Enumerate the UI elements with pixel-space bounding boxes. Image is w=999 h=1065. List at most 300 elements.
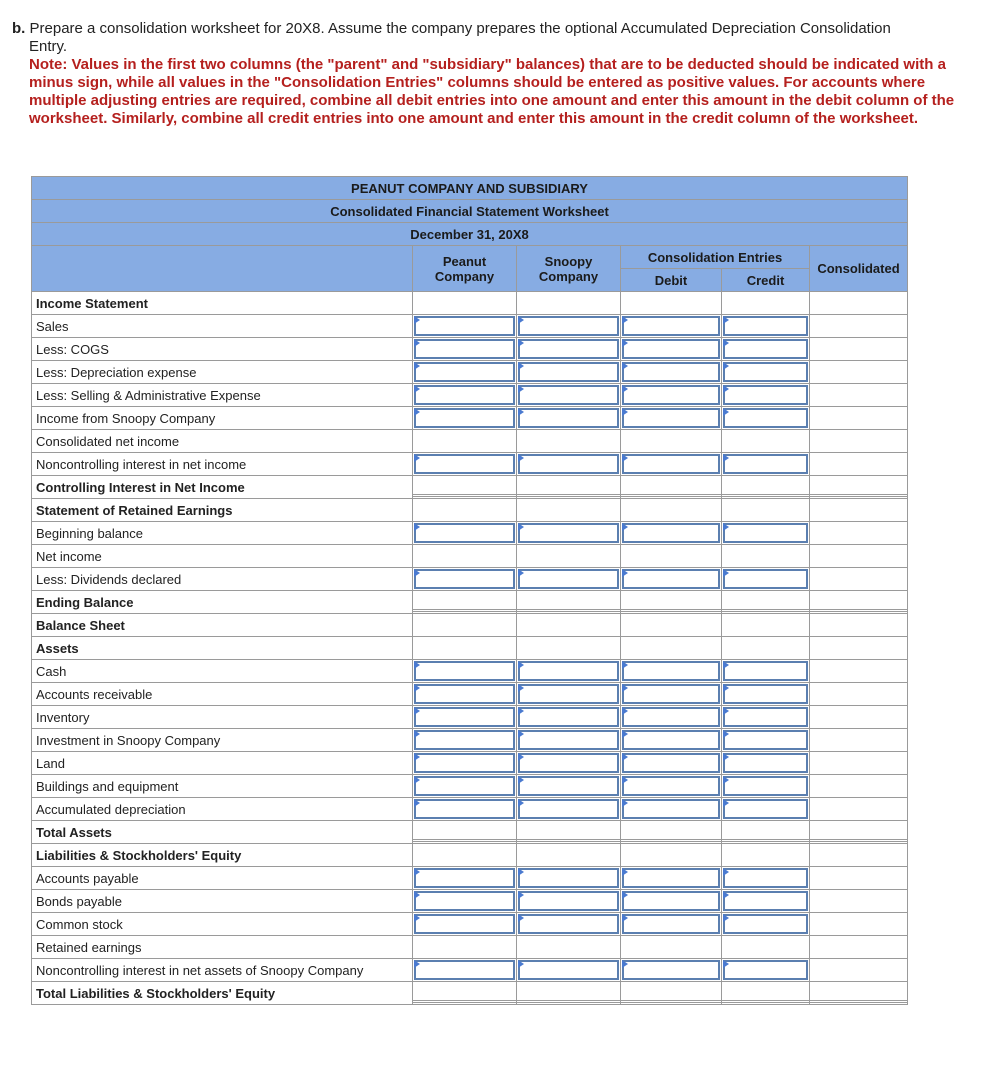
consolidated-cell [810, 453, 908, 476]
snoopy-input[interactable] [520, 456, 617, 472]
peanut-cell [413, 499, 517, 522]
credit-input[interactable] [725, 962, 806, 978]
snoopy-cell [517, 430, 621, 453]
debit-input-cell[interactable] [621, 453, 722, 476]
debit-input-cell[interactable] [621, 706, 722, 729]
consolidated-cell [810, 752, 908, 775]
debit-input[interactable] [624, 456, 718, 472]
peanut-cell [413, 545, 517, 568]
credit-total-cell [722, 476, 810, 499]
snoopy-input-cell[interactable] [517, 890, 621, 913]
table-row [32, 453, 908, 476]
credit-input[interactable] [725, 686, 806, 702]
snoopy-cell [517, 614, 621, 637]
peanut-input-cell[interactable] [413, 752, 517, 775]
snoopy-cell [517, 637, 621, 660]
snoopy-input-cell[interactable] [517, 660, 621, 683]
peanut-input[interactable] [416, 571, 513, 587]
peanut-input-cell[interactable] [413, 798, 517, 821]
debit-input[interactable] [624, 732, 718, 748]
table-row [32, 729, 908, 752]
credit-input-cell[interactable] [722, 913, 810, 936]
credit-input-cell[interactable] [722, 522, 810, 545]
row-label: Retained earnings [32, 936, 413, 959]
debit-input[interactable] [624, 686, 718, 702]
row-label: Accumulated depreciation [32, 798, 413, 821]
credit-input-cell[interactable] [722, 407, 810, 430]
debit-cell [621, 292, 722, 315]
peanut-total-cell [413, 821, 517, 844]
credit-input[interactable] [725, 387, 806, 403]
row-label: Less: Dividends declared [32, 568, 413, 591]
consolidated-cell [810, 361, 908, 384]
peanut-input[interactable] [416, 410, 513, 426]
debit-input-cell[interactable] [621, 913, 722, 936]
row-label: Noncontrolling interest in net assets of Snoopy Company [32, 959, 413, 982]
peanut-input-cell[interactable] [413, 683, 517, 706]
credit-cell [722, 637, 810, 660]
debit-input[interactable] [624, 387, 718, 403]
peanut-input[interactable] [416, 893, 513, 909]
peanut-cell [413, 292, 517, 315]
peanut-total-cell [413, 982, 517, 1005]
credit-input[interactable] [725, 870, 806, 886]
consolidated-cell [810, 338, 908, 361]
consolidated-cell [810, 292, 908, 315]
instruction-note: Note: Values in the first two columns (the "parent" and "subsidiary" balances) that are to be deducted should be indicated with a minus sign, while all values in the "Consolidation Entries" columns should be entered as positive values. For accounts where multiple adjusting entries are required, combine all debit entries into one amount and enter this amount in the debit column of the worksheet. Similarly, combine all credit entries into one amount and enter this amount in the credit column of the worksheet. [29, 56, 955, 127]
snoopy-input[interactable] [520, 778, 617, 794]
consolidated-cell [810, 499, 908, 522]
snoopy-input-cell[interactable] [517, 407, 621, 430]
table-row [32, 683, 908, 706]
consolidated-cell [810, 568, 908, 591]
credit-input-cell[interactable] [722, 959, 810, 982]
credit-cell [722, 844, 810, 867]
snoopy-input[interactable] [520, 709, 617, 725]
credit-input[interactable] [725, 525, 806, 541]
row-label: Cash [32, 660, 413, 683]
credit-input-cell[interactable] [722, 568, 810, 591]
credit-input-cell[interactable] [722, 453, 810, 476]
credit-input-cell[interactable] [722, 683, 810, 706]
snoopy-input-cell[interactable] [517, 338, 621, 361]
credit-total-cell [722, 591, 810, 614]
consolidated-cell [810, 637, 908, 660]
row-label: Less: Selling & Administrative Expense [32, 384, 413, 407]
consolidated-cell [810, 775, 908, 798]
snoopy-input-cell[interactable] [517, 361, 621, 384]
consolidated-cell [810, 913, 908, 936]
credit-total-cell [722, 821, 810, 844]
debit-input-cell[interactable] [621, 890, 722, 913]
row-label: Total Assets [32, 821, 413, 844]
row-label: Buildings and equipment [32, 775, 413, 798]
peanut-cell [413, 614, 517, 637]
snoopy-input-cell[interactable] [517, 913, 621, 936]
peanut-input-cell[interactable] [413, 729, 517, 752]
peanut-input-cell[interactable] [413, 522, 517, 545]
table-row [32, 499, 908, 522]
debit-input[interactable] [624, 778, 718, 794]
snoopy-total-cell [517, 982, 621, 1005]
table-row [32, 959, 908, 982]
debit-input-cell[interactable] [621, 568, 722, 591]
instructions [12, 20, 962, 128]
consolidated-cell [810, 660, 908, 683]
debit-input-cell[interactable] [621, 315, 722, 338]
consolidated-cell [810, 729, 908, 752]
snoopy-input-cell[interactable] [517, 775, 621, 798]
row-label: Accounts payable [32, 867, 413, 890]
snoopy-input[interactable] [520, 916, 617, 932]
snoopy-input[interactable] [520, 318, 617, 334]
snoopy-input-cell[interactable] [517, 798, 621, 821]
snoopy-input[interactable] [520, 755, 617, 771]
debit-input-cell[interactable] [621, 775, 722, 798]
credit-input[interactable] [725, 410, 806, 426]
consolidated-total-cell [810, 982, 908, 1005]
row-label: Controlling Interest in Net Income [32, 476, 413, 499]
debit-input-cell[interactable] [621, 683, 722, 706]
part-letter: b. [12, 20, 26, 37]
snoopy-input[interactable] [520, 893, 617, 909]
col-header-peanut: Peanut Company [413, 246, 517, 292]
peanut-input-cell[interactable] [413, 315, 517, 338]
debit-input-cell[interactable] [621, 959, 722, 982]
snoopy-input[interactable] [520, 571, 617, 587]
row-label: Liabilities & Stockholders' Equity [32, 844, 413, 867]
peanut-input-cell[interactable] [413, 384, 517, 407]
peanut-input-cell[interactable] [413, 706, 517, 729]
peanut-cell [413, 844, 517, 867]
debit-input[interactable] [624, 525, 718, 541]
peanut-total-cell [413, 591, 517, 614]
consolidated-cell [810, 867, 908, 890]
peanut-input[interactable] [416, 341, 513, 357]
row-label: Investment in Snoopy Company [32, 729, 413, 752]
snoopy-total-cell [517, 591, 621, 614]
peanut-input-cell[interactable] [413, 338, 517, 361]
peanut-input[interactable] [416, 778, 513, 794]
table-row [32, 936, 908, 959]
credit-input-cell[interactable] [722, 867, 810, 890]
peanut-input-cell[interactable] [413, 775, 517, 798]
row-label: Balance Sheet [32, 614, 413, 637]
row-label: Net income [32, 545, 413, 568]
debit-input[interactable] [624, 801, 718, 817]
debit-input-cell[interactable] [621, 522, 722, 545]
consolidated-total-cell [810, 476, 908, 499]
credit-input[interactable] [725, 778, 806, 794]
peanut-input[interactable] [416, 663, 513, 679]
peanut-input-cell[interactable] [413, 867, 517, 890]
credit-input-cell[interactable] [722, 706, 810, 729]
debit-input-cell[interactable] [621, 407, 722, 430]
row-label: Less: COGS [32, 338, 413, 361]
credit-input[interactable] [725, 801, 806, 817]
credit-input[interactable] [725, 893, 806, 909]
col-header-snoopy: Snoopy Company [517, 246, 621, 292]
credit-cell [722, 614, 810, 637]
row-label: Consolidated net income [32, 430, 413, 453]
credit-cell [722, 936, 810, 959]
table-row [32, 522, 908, 545]
row-label: Noncontrolling interest in net income [32, 453, 413, 476]
table-row [32, 545, 908, 568]
debit-cell [621, 614, 722, 637]
peanut-input[interactable] [416, 364, 513, 380]
col-header-entries: Consolidation Entries [621, 246, 810, 269]
peanut-input[interactable] [416, 916, 513, 932]
snoopy-input[interactable] [520, 364, 617, 380]
consolidated-cell [810, 959, 908, 982]
credit-input-cell[interactable] [722, 384, 810, 407]
header-blank [32, 246, 413, 292]
peanut-input-cell[interactable] [413, 913, 517, 936]
snoopy-input-cell[interactable] [517, 867, 621, 890]
consolidated-total-cell [810, 821, 908, 844]
credit-input-cell[interactable] [722, 660, 810, 683]
peanut-input-cell[interactable] [413, 959, 517, 982]
consolidated-cell [810, 545, 908, 568]
peanut-input[interactable] [416, 318, 513, 334]
consolidated-cell [810, 407, 908, 430]
peanut-input[interactable] [416, 456, 513, 472]
table-row [32, 706, 908, 729]
credit-input-cell[interactable] [722, 361, 810, 384]
table-row [32, 913, 908, 936]
table-row [32, 821, 908, 844]
snoopy-input[interactable] [520, 341, 617, 357]
peanut-input-cell[interactable] [413, 568, 517, 591]
credit-input-cell[interactable] [722, 315, 810, 338]
snoopy-input[interactable] [520, 663, 617, 679]
debit-input[interactable] [624, 870, 718, 886]
snoopy-input-cell[interactable] [517, 522, 621, 545]
credit-total-cell [722, 982, 810, 1005]
peanut-cell [413, 430, 517, 453]
table-row [32, 637, 908, 660]
peanut-input-cell[interactable] [413, 361, 517, 384]
credit-input-cell[interactable] [722, 338, 810, 361]
peanut-input[interactable] [416, 686, 513, 702]
col-header-debit: Debit [621, 269, 722, 292]
row-label: Common stock [32, 913, 413, 936]
debit-input[interactable] [624, 893, 718, 909]
peanut-input[interactable] [416, 525, 513, 541]
snoopy-input[interactable] [520, 410, 617, 426]
row-label: Beginning balance [32, 522, 413, 545]
debit-input[interactable] [624, 318, 718, 334]
instruction-text [12, 20, 962, 38]
table-row [32, 614, 908, 637]
snoopy-input[interactable] [520, 387, 617, 403]
debit-total-cell [621, 476, 722, 499]
worksheet-date: December 31, 20X8 [32, 223, 908, 246]
debit-total-cell [621, 591, 722, 614]
peanut-total-cell [413, 476, 517, 499]
debit-input-cell[interactable] [621, 867, 722, 890]
debit-input-cell[interactable] [621, 660, 722, 683]
credit-input-cell[interactable] [722, 752, 810, 775]
debit-input-cell[interactable] [621, 361, 722, 384]
snoopy-input[interactable] [520, 686, 617, 702]
peanut-input-cell[interactable] [413, 453, 517, 476]
peanut-input[interactable] [416, 755, 513, 771]
row-label: Statement of Retained Earnings [32, 499, 413, 522]
worksheet-title: Consolidated Financial Statement Worksheet [32, 200, 908, 223]
snoopy-cell [517, 292, 621, 315]
debit-cell [621, 430, 722, 453]
debit-input-cell[interactable] [621, 729, 722, 752]
consolidated-cell [810, 384, 908, 407]
consolidated-cell [810, 706, 908, 729]
row-label: Ending Balance [32, 591, 413, 614]
consolidated-cell [810, 522, 908, 545]
snoopy-input-cell[interactable] [517, 453, 621, 476]
snoopy-input[interactable] [520, 732, 617, 748]
debit-input[interactable] [624, 571, 718, 587]
worksheet-company: PEANUT COMPANY AND SUBSIDIARY [32, 177, 908, 200]
peanut-input[interactable] [416, 870, 513, 886]
snoopy-input[interactable] [520, 870, 617, 886]
table-row [32, 867, 908, 890]
col-header-credit: Credit [722, 269, 810, 292]
table-row [32, 292, 908, 315]
consolidated-cell [810, 890, 908, 913]
peanut-input-cell[interactable] [413, 890, 517, 913]
snoopy-input-cell[interactable] [517, 315, 621, 338]
row-label: Inventory [32, 706, 413, 729]
table-row [32, 798, 908, 821]
snoopy-input-cell[interactable] [517, 568, 621, 591]
col-header-consolidated: Consolidated [810, 246, 908, 292]
snoopy-input-cell[interactable] [517, 959, 621, 982]
peanut-cell [413, 637, 517, 660]
snoopy-cell [517, 545, 621, 568]
debit-input[interactable] [624, 364, 718, 380]
row-label: Accounts receivable [32, 683, 413, 706]
credit-input[interactable] [725, 456, 806, 472]
debit-input[interactable] [624, 341, 718, 357]
debit-input[interactable] [624, 663, 718, 679]
snoopy-cell [517, 844, 621, 867]
snoopy-cell [517, 499, 621, 522]
row-label: Sales [32, 315, 413, 338]
table-row [32, 338, 908, 361]
snoopy-input[interactable] [520, 525, 617, 541]
credit-input[interactable] [725, 364, 806, 380]
table-row [32, 775, 908, 798]
row-label: Total Liabilities & Stockholders' Equity [32, 982, 413, 1005]
table-row [32, 430, 908, 453]
credit-input[interactable] [725, 341, 806, 357]
row-label: Land [32, 752, 413, 775]
credit-input[interactable] [725, 663, 806, 679]
consolidated-cell [810, 315, 908, 338]
credit-input[interactable] [725, 732, 806, 748]
snoopy-input-cell[interactable] [517, 683, 621, 706]
consolidated-cell [810, 844, 908, 867]
instruction-body: Prepare a consolidation worksheet for 20X8. Assume the company prepares the optional Accumulated Depreciation Consolidation [29, 20, 891, 37]
peanut-input-cell[interactable] [413, 407, 517, 430]
debit-input[interactable] [624, 709, 718, 725]
debit-input[interactable] [624, 410, 718, 426]
credit-input-cell[interactable] [722, 775, 810, 798]
table-row [32, 591, 908, 614]
debit-input[interactable] [624, 755, 718, 771]
row-label: Less: Depreciation expense [32, 361, 413, 384]
row-label: Income from Snoopy Company [32, 407, 413, 430]
credit-input[interactable] [725, 755, 806, 771]
table-row [32, 844, 908, 867]
instruction-body-cont: Entry. [29, 38, 68, 55]
credit-cell [722, 545, 810, 568]
table-row [32, 568, 908, 591]
debit-input-cell[interactable] [621, 338, 722, 361]
snoopy-total-cell [517, 476, 621, 499]
debit-cell [621, 545, 722, 568]
credit-input[interactable] [725, 571, 806, 587]
peanut-input[interactable] [416, 801, 513, 817]
table-row [32, 361, 908, 384]
snoopy-input[interactable] [520, 801, 617, 817]
credit-input-cell[interactable] [722, 890, 810, 913]
debit-total-cell [621, 982, 722, 1005]
credit-input[interactable] [725, 709, 806, 725]
debit-input-cell[interactable] [621, 384, 722, 407]
snoopy-input-cell[interactable] [517, 706, 621, 729]
debit-cell [621, 844, 722, 867]
snoopy-input-cell[interactable] [517, 729, 621, 752]
snoopy-input-cell[interactable] [517, 384, 621, 407]
table-row [32, 384, 908, 407]
snoopy-total-cell [517, 821, 621, 844]
row-label: Assets [32, 637, 413, 660]
snoopy-input-cell[interactable] [517, 752, 621, 775]
debit-input-cell[interactable] [621, 752, 722, 775]
credit-cell [722, 430, 810, 453]
table-row [32, 890, 908, 913]
consolidated-cell [810, 683, 908, 706]
peanut-input[interactable] [416, 732, 513, 748]
table-row [32, 752, 908, 775]
peanut-input-cell[interactable] [413, 660, 517, 683]
peanut-input[interactable] [416, 709, 513, 725]
credit-cell [722, 499, 810, 522]
snoopy-cell [517, 936, 621, 959]
credit-input-cell[interactable] [722, 798, 810, 821]
row-label: Income Statement [32, 292, 413, 315]
consolidated-total-cell [810, 591, 908, 614]
snoopy-input[interactable] [520, 962, 617, 978]
credit-input-cell[interactable] [722, 729, 810, 752]
peanut-input[interactable] [416, 962, 513, 978]
peanut-cell [413, 936, 517, 959]
table-row [32, 315, 908, 338]
debit-cell [621, 499, 722, 522]
row-label: Bonds payable [32, 890, 413, 913]
debit-input[interactable] [624, 962, 718, 978]
consolidation-worksheet [31, 176, 908, 1005]
debit-input[interactable] [624, 916, 718, 932]
peanut-input[interactable] [416, 387, 513, 403]
credit-input[interactable] [725, 318, 806, 334]
consolidated-cell [810, 936, 908, 959]
debit-input-cell[interactable] [621, 798, 722, 821]
table-row [32, 407, 908, 430]
credit-input[interactable] [725, 916, 806, 932]
